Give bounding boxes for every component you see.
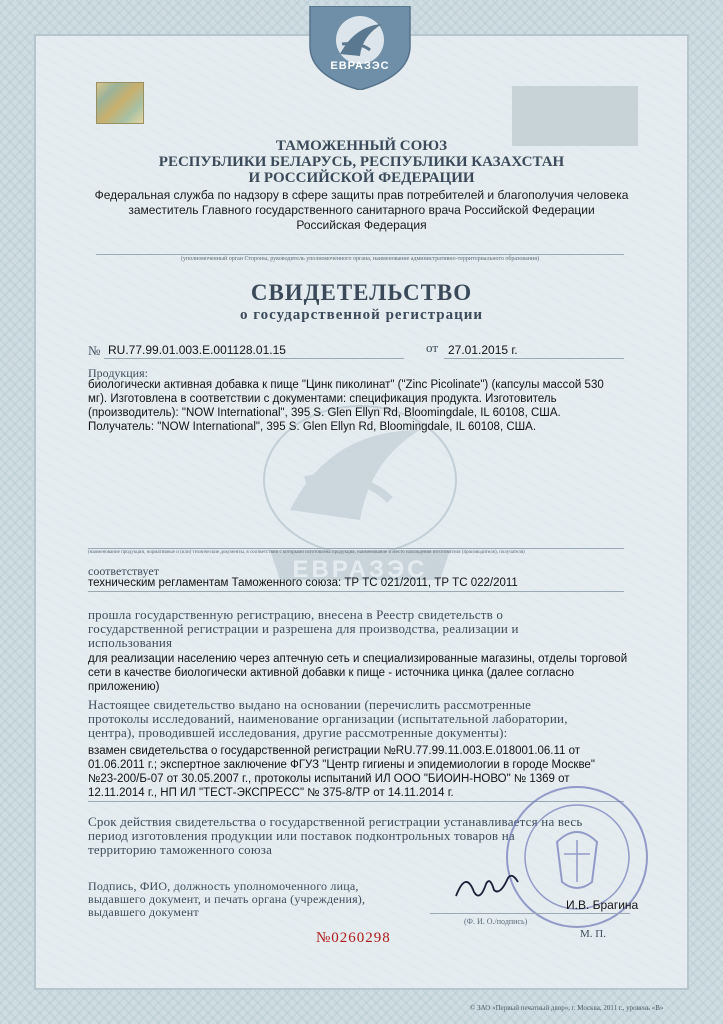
product-line-4: Получатель: "NOW International", 395 S. Glen Ellyn Rd, Bloomingdale, IL 60108, США. <box>88 421 537 433</box>
date-rule <box>444 358 624 359</box>
conformity-rule <box>88 591 624 592</box>
validity-line-3: территорию таможенного союза <box>88 842 273 857</box>
authority-line-2: заместитель Главного государственного санитарного врача Российской Федерации <box>128 203 595 217</box>
date-label: от <box>426 340 439 355</box>
basis-doc-4: 12.11.2014 г., НП ИЛ "ТЕСТ-ЭКСПРЕСС" № 375-8/ТР от 14.11.2014 г. <box>88 787 454 799</box>
registration-line-3: использования <box>88 635 173 650</box>
authority-line-1: Федеральная служба по надзору в сфере защиты прав потребителей и благополучия человека <box>94 188 629 202</box>
number-rule <box>104 358 404 359</box>
eurasec-emblem <box>300 6 420 90</box>
basis-line-2: протоколы исследований, наименование организации (испытательной лаборатории, <box>88 711 568 726</box>
signatory-name: И.В. Брагина <box>566 898 639 912</box>
product-label: Продукция: <box>88 366 148 380</box>
authority-caption: (уполномоченный орган Стороны, руководитель уполномоченного органа, наименование административно-территориального образования) <box>181 256 539 262</box>
validity-line-1: Срок действия свидетельства о государственной регистрации устанавливается на весь <box>88 814 583 829</box>
basis-doc-2: 01.06.2011 г.; экспертное заключение ФГУЗ "Центр гигиены и эпидемиологии в городе Москве" <box>88 759 595 771</box>
certificate-subtitle: о государственной регистрации <box>239 307 484 323</box>
authority-line-3: Российская Федерация <box>296 218 427 232</box>
header-customs-union: ТАМОЖЕННЫЙ СОЮЗ <box>275 138 448 154</box>
signature-label-3: выдавшего документ <box>88 905 199 919</box>
registration-date: 27.01.2015 г. <box>448 343 518 357</box>
header-republics: РЕСПУБЛИКИ БЕЛАРУСЬ, РЕСПУБЛИКИ КАЗАХСТАН <box>158 154 565 170</box>
certificate-title: СВИДЕТЕЛЬСТВО <box>250 280 473 305</box>
security-mark-area <box>512 86 638 146</box>
basis-doc-3: №23-200/Б-07 от 30.05.2007 г., протоколы испытаний ИЛ ООО "БИОИН-НОВО" № 1369 от <box>88 773 570 785</box>
number-label: № <box>88 343 101 358</box>
basis-doc-1: взамен свидетельства о государственной регистрации №RU.77.99.11.003.Е.018001.06.11 от <box>88 745 581 757</box>
product-line-1: биологически активная добавка к пище "Цинк пиколинат" ("Zinc Picolinate") (капсулы массой 530 <box>88 379 604 391</box>
basis-line-1: Настоящее свидетельство выдано на основании (перечислить рассмотренные <box>88 697 532 712</box>
registration-number: RU.77.99.01.003.E.001128.01.15 <box>108 343 286 357</box>
use-line-1: для реализации населению через аптечную сеть и специализированные магазины, отделы торговой <box>88 653 628 665</box>
product-caption: (наименование продукции, нормативные и (или) технические документы, в соответствии с которыми изготовлена продукция, наименование и место нахождения изготовителя (производителя), получателя) <box>88 550 525 555</box>
use-line-2: сети в качестве биологически активной добавки к пище - источника цинка (далее согласно <box>88 667 575 679</box>
use-line-3: приложению) <box>88 681 160 693</box>
basis-line-3: центра), проводившей исследования, другие рассмотренные документы): <box>88 725 508 740</box>
header-federation: И РОССИЙСКОЙ ФЕДЕРАЦИИ <box>248 170 475 186</box>
product-line-3: (производитель): "NOW International", 395 S. Glen Ellyn Rd, Bloomingdale, IL 60108, США. <box>88 407 561 419</box>
authority-rule <box>96 254 624 255</box>
product-line-2: мг). Изготовлена в соответствии с документами: спецификация продукта. Изготовитель <box>88 393 557 405</box>
conformity-text: техническим регламентам Таможенного союза: ТР ТС 021/2011, ТР ТС 022/2011 <box>88 577 518 589</box>
watermark-text: ЕВРАЗЭС <box>292 556 428 583</box>
printer-imprint: © ЗАО «Первый печатный двор», г. Москва, 2011 г., уровень «В» <box>470 1004 664 1012</box>
eurasec-emblem-text: ЕВРАЗЭС <box>330 60 390 72</box>
signature-label-2: выдавшего документ, и печать органа (учреждения), <box>88 892 366 906</box>
hologram-sticker <box>96 82 144 124</box>
signature-label-1: Подпись, ФИО, должность уполномоченного лица, <box>88 879 359 893</box>
registration-line-1: прошла государственную регистрацию, внесена в Реестр свидетельств о <box>88 607 504 622</box>
signature-rule <box>430 913 630 914</box>
product-rule <box>88 548 624 549</box>
serial-number: №0260298 <box>316 930 391 946</box>
registration-line-2: государственной регистрации и разрешена для производства, реализации и <box>88 621 519 636</box>
handwritten-signature <box>452 866 522 906</box>
seal-place-label: М. П. <box>580 928 606 940</box>
fio-caption: (Ф. И. О./подпись) <box>464 917 528 926</box>
validity-line-2: период изготовления продукции или поставок подконтрольных товаров на <box>88 828 515 843</box>
conformity-label: соответствует <box>88 564 159 578</box>
